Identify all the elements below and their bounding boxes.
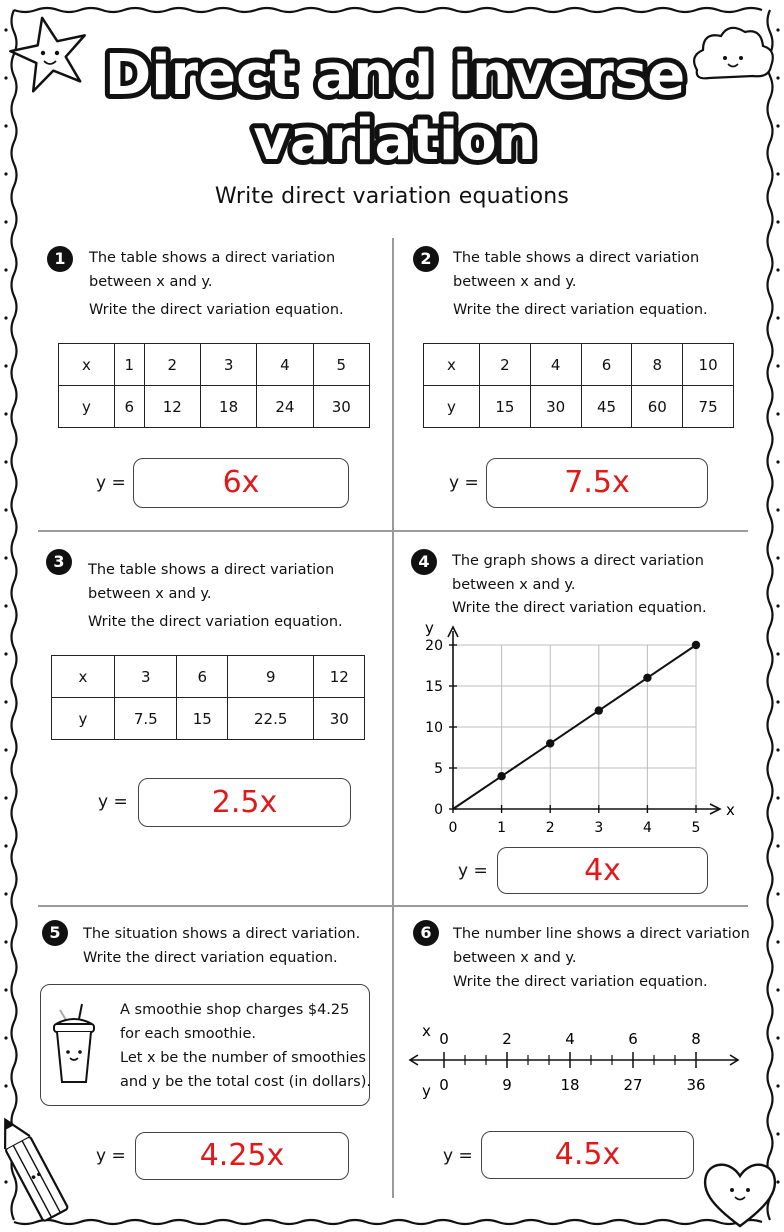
y-value: 27 [623, 1076, 643, 1094]
border-dot [776, 220, 779, 223]
problem-1-answer[interactable]: 6x [133, 458, 349, 508]
x-value: 4 [565, 1030, 575, 1048]
table-cell: 30 [314, 698, 365, 740]
prompt-line: The table shows a direct variation [89, 250, 336, 266]
table-cell: 4 [530, 344, 581, 386]
situation-line: and y be the total cost (in dollars). [120, 1074, 371, 1090]
row-label: x [59, 344, 115, 386]
problem-2-prompt [453, 246, 708, 322]
title-line-1: Direct and inverse [104, 43, 686, 108]
direct-variation-graph [395, 612, 755, 842]
problem-6-number: 6 [413, 920, 439, 946]
y-tick-label: 20 [425, 638, 443, 654]
heart-icon [705, 1165, 775, 1226]
number-line-x-values [439, 1030, 701, 1048]
border-dot [776, 1132, 779, 1135]
data-point [546, 739, 554, 747]
border-dot [776, 1036, 779, 1039]
table-cell: 9 [227, 656, 313, 698]
y-value: 18 [560, 1076, 580, 1094]
border-dot [4, 460, 7, 463]
table-cell: 60 [632, 386, 683, 428]
double-number-line [400, 1018, 750, 1104]
border-dot [776, 460, 779, 463]
prompt-line: Write the direct variation equation. [453, 302, 708, 318]
table-cell: 2 [480, 344, 531, 386]
worksheet-title [100, 34, 690, 174]
border-dot [4, 220, 7, 223]
x-tick-label: 3 [594, 820, 604, 836]
border-dot [776, 892, 779, 895]
table-cell: 8 [632, 344, 683, 386]
table-cell: 6 [115, 386, 145, 428]
border-dot [4, 748, 7, 751]
border-dot [776, 988, 779, 991]
border-dot [4, 1180, 7, 1183]
problem-1-prompt [89, 246, 344, 322]
worksheet-subtitle: Write direct variation equations [214, 184, 570, 209]
border-dot [4, 316, 7, 319]
table-cell: 30 [530, 386, 581, 428]
data-point [595, 706, 603, 714]
answer-prefix: y = [458, 861, 488, 881]
problem-2-table [423, 343, 734, 428]
table-row-y [52, 698, 365, 740]
table-cell: 18 [200, 386, 256, 428]
table-cell: 12 [144, 386, 200, 428]
prompt-line: Write the direct variation equation. [452, 600, 707, 616]
y-tick-label: 15 [425, 679, 443, 695]
row-label: y [52, 698, 115, 740]
star-icon [5, 10, 94, 94]
table-cell: 22.5 [227, 698, 313, 740]
problem-4-answer[interactable]: 4x [497, 847, 708, 894]
number-line-x-label: x [422, 1022, 431, 1040]
table-row-x [424, 344, 734, 386]
data-point [692, 641, 700, 649]
table-row-y [59, 386, 370, 428]
table-cell: 2 [144, 344, 200, 386]
border-dot [4, 172, 7, 175]
pencil-icon [0, 1113, 68, 1222]
y-tick-label: 5 [434, 761, 443, 777]
border-dot [4, 796, 7, 799]
y-value: 36 [686, 1076, 706, 1094]
prompt-line: between x and y. [452, 577, 576, 593]
border-dot [4, 892, 7, 895]
border-dot [776, 508, 779, 511]
number-line-axis [410, 1052, 738, 1068]
table-cell: 45 [581, 386, 632, 428]
x-tick-label: 2 [545, 820, 555, 836]
situation-line: Let x be the number of smoothies [120, 1050, 366, 1066]
border-dot [776, 844, 779, 847]
border-dot [4, 700, 7, 703]
table-cell: 3 [115, 656, 177, 698]
situation-line: A smoothie shop charges $4.25 [120, 1002, 350, 1018]
border-dot [776, 796, 779, 799]
border-dot [4, 364, 7, 367]
problem-6-prompt [453, 922, 750, 994]
answer-prefix: y = [96, 1146, 126, 1166]
x-tick-label: 4 [642, 820, 652, 836]
smoothie-cup-icon [52, 1000, 96, 1090]
graph-tick-labels [425, 638, 700, 836]
table-cell: 30 [313, 386, 369, 428]
prompt-line: Write the direct variation equation. [453, 974, 708, 990]
prompt-line: The number line shows a direct variation [453, 926, 750, 942]
table-cell: 15 [480, 386, 531, 428]
y-tick-label: 10 [425, 720, 443, 736]
row-label: y [59, 386, 115, 428]
problem-3-answer[interactable]: 2.5x [138, 778, 351, 827]
border-dot [4, 988, 7, 991]
prompt-line: Write the direct variation equation. [88, 614, 343, 630]
cloud-icon [694, 28, 773, 79]
x-value: 6 [628, 1030, 638, 1048]
row-label: y [424, 386, 480, 428]
column-divider [392, 238, 394, 1198]
answer-prefix: y = [96, 473, 126, 493]
border-dot [776, 1084, 779, 1087]
graph-x-axis-label: x [726, 801, 735, 819]
prompt-line: The graph shows a direct variation [452, 553, 704, 569]
prompt-line: The table shows a direct variation [88, 562, 335, 578]
table-cell: 15 [177, 698, 228, 740]
prompt-line: between x and y. [453, 274, 577, 290]
problem-1-table [58, 343, 370, 428]
border-dot [776, 700, 779, 703]
title-line-2: variation [253, 108, 537, 173]
graph-y-axis-label: y [425, 619, 434, 637]
table-row-x [59, 344, 370, 386]
border-dot [776, 604, 779, 607]
border-dot [4, 28, 7, 31]
border-dot [776, 364, 779, 367]
prompt-line: The table shows a direct variation [453, 250, 700, 266]
border-dot [776, 1180, 779, 1183]
border-dot [776, 940, 779, 943]
table-cell: 7.5 [115, 698, 177, 740]
border-dot [4, 124, 7, 127]
x-value: 8 [691, 1030, 701, 1048]
problem-4-prompt [452, 549, 707, 620]
border-dot [776, 556, 779, 559]
problem-5-prompt [83, 922, 360, 970]
prompt-line: between x and y. [89, 274, 213, 290]
situation-line: for each smoothie. [120, 1026, 256, 1042]
table-row-x [52, 656, 365, 698]
border-dot [4, 412, 7, 415]
border-dot [4, 76, 7, 79]
table-cell: 12 [314, 656, 365, 698]
row-divider-1 [38, 530, 748, 532]
prompt-line: The situation shows a direct variation. [83, 926, 361, 942]
border-dot [4, 652, 7, 655]
prompt-line: between x and y. [88, 586, 212, 602]
border-dot [776, 268, 779, 271]
problem-2-answer[interactable]: 7.5x [486, 458, 708, 508]
prompt-line: Write the direct variation equation. [83, 950, 338, 966]
problem-5-number: 5 [42, 920, 68, 946]
y-tick-label: 0 [434, 802, 443, 818]
border-dot [776, 412, 779, 415]
border-dot [776, 748, 779, 751]
border-dot [776, 76, 779, 79]
row-label: x [424, 344, 480, 386]
answer-prefix: y = [98, 792, 128, 812]
prompt-line: between x and y. [453, 950, 577, 966]
y-value: 0 [439, 1076, 449, 1094]
table-cell: 5 [313, 344, 369, 386]
problem-2-number: 2 [413, 246, 439, 272]
border-dot [4, 1036, 7, 1039]
border-dot [776, 652, 779, 655]
table-row-y [424, 386, 734, 428]
x-tick-label: 5 [691, 820, 701, 836]
problem-5-answer[interactable]: 4.25x [135, 1132, 349, 1180]
problem-3-number: 3 [46, 549, 72, 575]
table-cell: 6 [177, 656, 228, 698]
answer-prefix: y = [443, 1146, 473, 1166]
x-value: 0 [439, 1030, 449, 1048]
problem-3-prompt [88, 558, 343, 634]
border-dot [4, 268, 7, 271]
border-dot [776, 316, 779, 319]
border-dot [4, 604, 7, 607]
data-point [643, 674, 651, 682]
table-cell: 75 [683, 386, 734, 428]
table-cell: 24 [257, 386, 313, 428]
answer-prefix: y = [449, 473, 479, 493]
graph-series [453, 641, 700, 809]
border-dot [4, 508, 7, 511]
border-dot [4, 940, 7, 943]
problem-4-number: 4 [411, 549, 437, 575]
border-dot [4, 1084, 7, 1087]
problem-1-number: 1 [47, 246, 73, 272]
table-cell: 1 [115, 344, 145, 386]
number-line-y-values [439, 1076, 705, 1094]
border-dot [4, 844, 7, 847]
problem-6-answer[interactable]: 4.5x [481, 1131, 694, 1179]
problem-3-table [51, 655, 365, 740]
table-cell: 3 [200, 344, 256, 386]
x-value: 2 [502, 1030, 512, 1048]
data-point [497, 772, 505, 780]
row-divider-2 [38, 905, 748, 907]
prompt-line: Write the direct variation equation. [89, 302, 344, 318]
border-dot [4, 556, 7, 559]
border-dot [776, 172, 779, 175]
table-cell: 6 [581, 344, 632, 386]
situation-text [120, 998, 371, 1094]
row-label: x [52, 656, 115, 698]
x-tick-label: 0 [448, 820, 458, 836]
table-cell: 10 [683, 344, 734, 386]
x-tick-label: 1 [497, 820, 507, 836]
number-line-y-label: y [422, 1082, 431, 1100]
border-dot [776, 124, 779, 127]
table-cell: 4 [257, 344, 313, 386]
border-dot [4, 1132, 7, 1135]
y-value: 9 [502, 1076, 512, 1094]
border-dot [776, 28, 779, 31]
